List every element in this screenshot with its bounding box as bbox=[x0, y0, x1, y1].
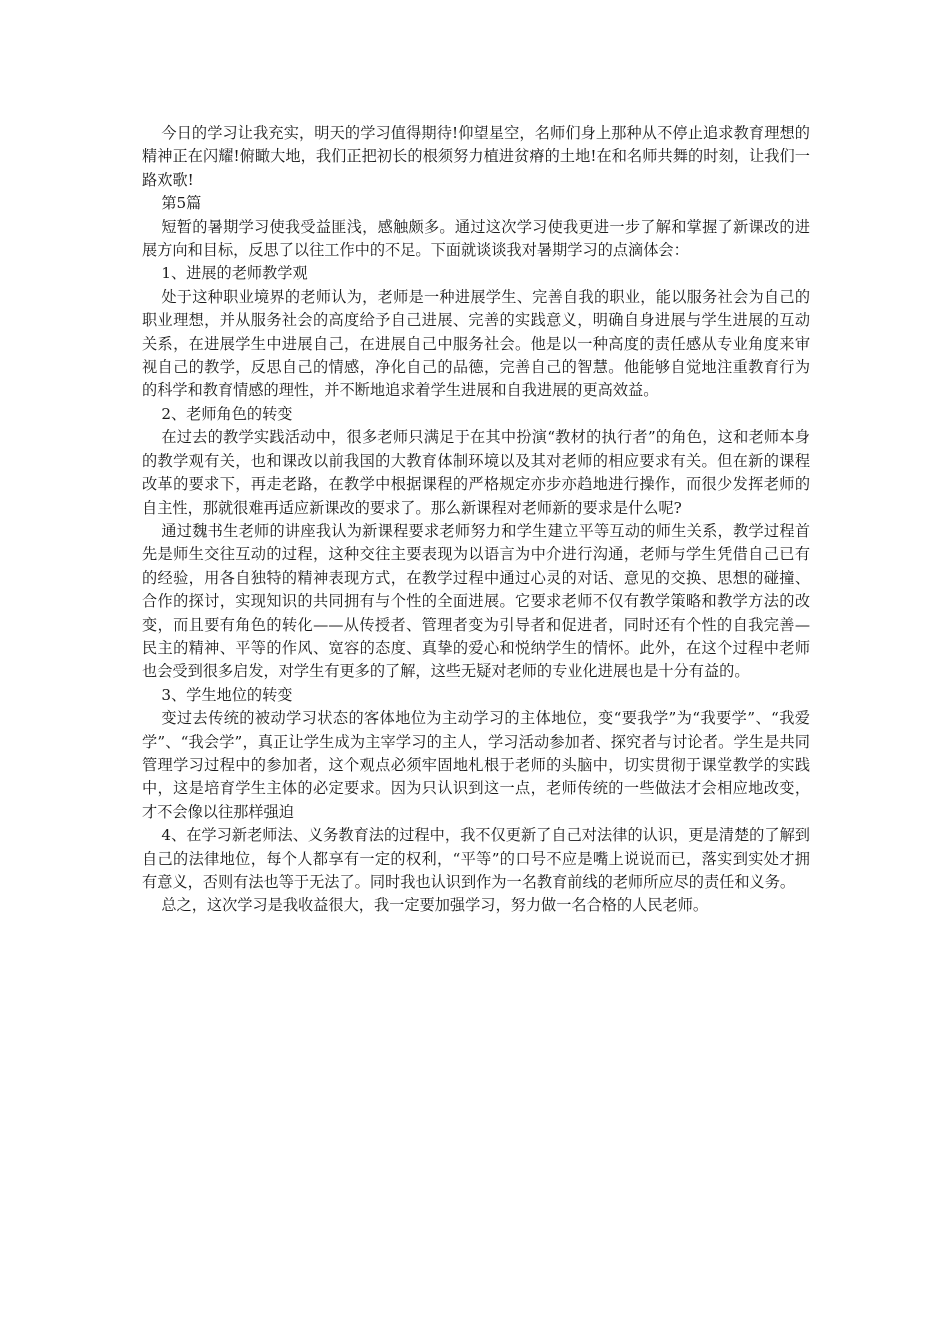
section-heading: 3、学生地位的转变 bbox=[161, 685, 293, 704]
paragraph: 今日的学习让我充实，明天的学习值得期待!仰望星空，名师们身上那种从不停止追求教育理想的精神正在闪耀!俯瞰大地，我们正把初长的根须努力植进贫瘠的土地!在和名师共舞的时刻，让我们一路欢歌! bbox=[142, 124, 810, 189]
paragraph: 在过去的教学实践活动中，很多老师只满足于在其中扮演“教材的执行者”的角色，这和老师本身的教学观有关，也和课改以前我国的大教育体制环境以及其对老师的相应要求有关。但在新的课程改革的要求下，再走老路，在教学中根据课程的严格规定亦步亦趋地进行操作，而很少发挥老师的自主性，那就很难再适应新课改的要求了。那么新课程对老师新的要求是什么呢? bbox=[142, 428, 810, 517]
paragraph: 变过去传统的被动学习状态的客体地位为主动学习的主体地位，变“要我学”为“我要学”、“我爱学”、“我会学”，真正让学生成为主宰学习的主人，学习活动参加者、探究者与讨论者。学生是共同管理学习过程中的参加者，这个观点必须牢固地札根于老师的头脑中，切实贯彻于课堂教学的实践中，这是培育学生主体的必定要求。因为只认识到这一点，老师传统的一些做法才会相应地改变，才不会像以往那样强迫 bbox=[142, 709, 810, 821]
paragraph: 处于这种职业境界的老师认为，老师是一种进展学生、完善自我的职业，能以服务社会为自己的职业理想，并从服务社会的高度给予自己进展、完善的实践意义，明确自身进展与学生进展的互动关系，在进展学生中进展自己，在进展自己中服务社会。他是以一种高度的责任感从专业角度来审视自己的教学，反思自己的情感，净化自己的品德，完善自己的智慧。他能够自觉地注重教育行为的科学和教育情感的理性，并不断地追求着学生进展和自我进展的更高效益。 bbox=[142, 287, 810, 400]
section-heading: 2、老师角色的转变 bbox=[161, 404, 293, 423]
paragraph: 总之，这次学习是我收益很大，我一定要加强学习，努力做一名合格的人民老师。 bbox=[161, 896, 709, 915]
paragraph: 短暂的暑期学习使我受益匪浅，感触颇多。通过这次学习使我更进一步了解和掌握了新课改的进展方向和目标，反思了以往工作中的不足。下面就谈谈我对暑期学习的点滴体会： bbox=[142, 217, 810, 260]
section-heading: 1、进展的老师教学观 bbox=[161, 264, 308, 283]
paragraph: 通过魏书生老师的讲座我认为新课程要求老师努力和学生建立平等互动的师生关系，教学过程首先是师生交往互动的过程，这种交往主要表现为以语言为中介进行沟通，老师与学生凭借自己已有的经验，用各自独特的精神表现方式，在教学过程中通过心灵的对话、意见的交换、思想的碰撞、合作的探讨，实现知识的共同拥有与个性的全面进展。它要求老师不仅有教学策略和教学方法的改变，而且要有角色的转化——从传授者、管理者变为引导者和促进者，同时还有个性的自我完善—民主的精神、平等的作风、宽容的态度、真挚的爱心和悦纳学生的情怀。此外，在这个过程中老师也会受到很多启发，对学生有更多的了解，这些无疑对老师的专业化进展也是十分有益的。 bbox=[142, 521, 810, 681]
paragraph: 4、在学习新老师法、义务教育法的过程中，我不仅更新了自己对法律的认识，更是清楚的了解到自己的法律地位，每个人都享有一定的权利，“平等”的口号不应是嘴上说说而已，落实到实处才拥有意义，否则有法也等于无法了。同时我也认识到作为一名教育前线的老师所应尽的责任和义务。 bbox=[142, 826, 810, 891]
section-title: 第5篇 bbox=[161, 194, 202, 213]
document-body bbox=[142, 122, 810, 918]
